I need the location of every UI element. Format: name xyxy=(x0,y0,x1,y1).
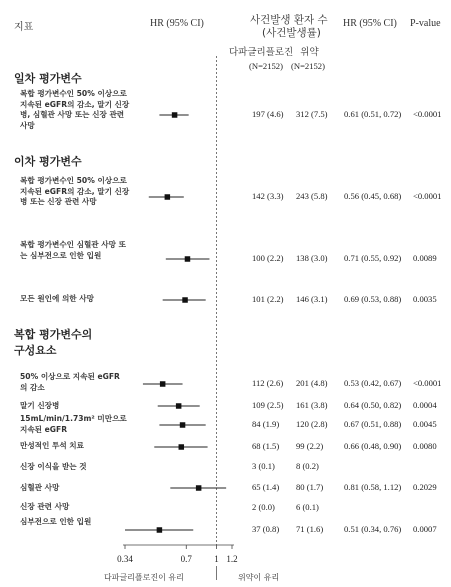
row-pvalue: <0.0001 xyxy=(413,109,442,119)
point-estimate xyxy=(179,444,185,450)
row-events-dapa: 3 (0.1) xyxy=(252,461,275,471)
x-tick-label: 1 xyxy=(214,554,219,564)
row-hr-text: 0.56 (0.45, 0.68) xyxy=(344,191,402,201)
row-pvalue: 0.0080 xyxy=(413,441,437,451)
row-events-dapa: 68 (1.5) xyxy=(252,441,280,451)
row-pvalue: <0.0001 xyxy=(413,378,442,388)
section-components-line2: 구성요소 xyxy=(14,344,57,357)
row-pvalue: 0.0045 xyxy=(413,419,437,429)
header-pvalue-column: P-value xyxy=(410,18,441,29)
n-placebo: (N=2152) xyxy=(291,61,325,71)
row-events-dapa: 112 (2.6) xyxy=(252,378,284,388)
row-events-dapa: 100 (2.2) xyxy=(252,253,284,263)
row-label: 신장 관련 사망 xyxy=(20,502,70,511)
header-label-column: 지표 xyxy=(14,22,34,33)
point-estimate xyxy=(176,403,182,409)
section-components-line1: 복합 평가변수의 xyxy=(14,328,93,341)
row-events-placebo: 99 (2.2) xyxy=(296,441,324,451)
x-tick-label: 0.7 xyxy=(180,554,192,564)
row-label: 모든 원인에 의한 사망 xyxy=(20,294,94,303)
row-events-placebo: 120 (2.8) xyxy=(296,419,328,429)
x-tick-label: 1.2 xyxy=(226,554,238,564)
row-events-dapa: 101 (2.2) xyxy=(252,294,284,304)
point-estimate xyxy=(196,485,202,491)
row-hr-text: 0.66 (0.48, 0.90) xyxy=(344,441,402,451)
row-events-placebo: 8 (0.2) xyxy=(296,461,319,471)
row-events-dapa: 84 (1.9) xyxy=(252,419,280,429)
favors-placebo-label: 위약이 유리 xyxy=(238,573,280,582)
header-hr-column: HR (95% CI) xyxy=(343,18,397,29)
row-events-placebo: 138 (3.0) xyxy=(296,253,328,263)
point-estimate xyxy=(180,422,186,428)
row-pvalue: 0.2029 xyxy=(413,482,437,492)
row-label: 만성적인 투석 치료 xyxy=(20,441,84,450)
row-label: 15mL/min/1.73m² 미만으로 지속된 eGFR xyxy=(20,414,127,434)
row-events-dapa: 2 (0.0) xyxy=(252,502,275,512)
row-hr-text: 0.53 (0.42, 0.67) xyxy=(344,378,402,388)
x-tick-label: 0.34 xyxy=(117,554,133,564)
header-events-line1: 사건발생 환자 수 xyxy=(250,14,328,26)
row-pvalue: 0.0004 xyxy=(413,400,437,410)
row-hr-text: 0.69 (0.53, 0.88) xyxy=(344,294,402,304)
row-hr-text: 0.64 (0.50, 0.82) xyxy=(344,400,402,410)
row-hr-text: 0.61 (0.51, 0.72) xyxy=(344,109,402,119)
row-hr-text: 0.81 (0.58, 1.12) xyxy=(344,482,402,492)
group-placebo-label: 위약 xyxy=(300,47,319,58)
row-events-placebo: 312 (7.5) xyxy=(296,109,328,119)
row-label: 50% 이상으로 지속된 eGFR의 감소 xyxy=(20,372,120,392)
n-dapa: (N=2152) xyxy=(249,61,283,71)
row-events-dapa: 197 (4.6) xyxy=(252,109,284,119)
row-events-placebo: 146 (3.1) xyxy=(296,294,328,304)
row-pvalue: 0.0089 xyxy=(413,253,437,263)
group-dapa-label: 다파글리플로진 xyxy=(229,47,294,58)
row-events-dapa: 109 (2.5) xyxy=(252,400,284,410)
point-estimate xyxy=(160,381,166,387)
favors-dapa-label: 다파글리플로진이 유리 xyxy=(104,573,184,582)
row-events-placebo: 243 (5.8) xyxy=(296,191,328,201)
header-hr-plot-column: HR (95% CI) xyxy=(150,18,204,29)
row-label: 복합 평가변수인 심혈관 사망 또는 심부전으로 인한 입원 xyxy=(20,240,126,260)
row-pvalue: 0.0035 xyxy=(413,294,437,304)
row-events-dapa: 142 (3.3) xyxy=(252,191,284,201)
row-events-placebo: 80 (1.7) xyxy=(296,482,324,492)
section-primary: 일차 평가변수 xyxy=(14,72,82,85)
row-events-placebo: 6 (0.1) xyxy=(296,502,319,512)
point-estimate xyxy=(157,527,163,533)
row-label: 복합 평가변수인 50% 이상으로 지속된 eGFR의 감소, 말기 신장병 또는 신장 관련 사망 xyxy=(20,176,130,206)
point-estimate xyxy=(172,112,178,118)
point-estimate xyxy=(165,194,171,200)
row-pvalue: 0.0007 xyxy=(413,524,437,534)
row-hr-text: 0.67 (0.51, 0.88) xyxy=(344,419,402,429)
row-label: 심부전으로 인한 입원 xyxy=(20,517,92,526)
row-label: 심혈관 사망 xyxy=(20,483,60,492)
row-hr-text: 0.71 (0.55, 0.92) xyxy=(344,253,402,263)
row-pvalue: <0.0001 xyxy=(413,191,442,201)
section-secondary: 이차 평가변수 xyxy=(14,155,82,168)
row-events-placebo: 161 (3.8) xyxy=(296,400,328,410)
row-label: 복합 평가변수인 50% 이상으로 지속된 eGFR의 감소, 말기 신장병, 심혈관 사망 또는 신장 관련 사망 xyxy=(20,89,130,130)
row-events-placebo: 71 (1.6) xyxy=(296,524,324,534)
row-events-placebo: 201 (4.8) xyxy=(296,378,328,388)
point-estimate xyxy=(182,297,188,303)
row-label: 신장 이식을 받는 것 xyxy=(20,462,87,471)
row-events-dapa: 65 (1.4) xyxy=(252,482,280,492)
row-hr-text: 0.51 (0.34, 0.76) xyxy=(344,524,402,534)
point-estimate xyxy=(185,256,191,262)
row-events-dapa: 37 (0.8) xyxy=(252,524,280,534)
header-events-line2: (사건발생률) xyxy=(262,27,321,39)
row-label: 말기 신장병 xyxy=(20,401,60,410)
